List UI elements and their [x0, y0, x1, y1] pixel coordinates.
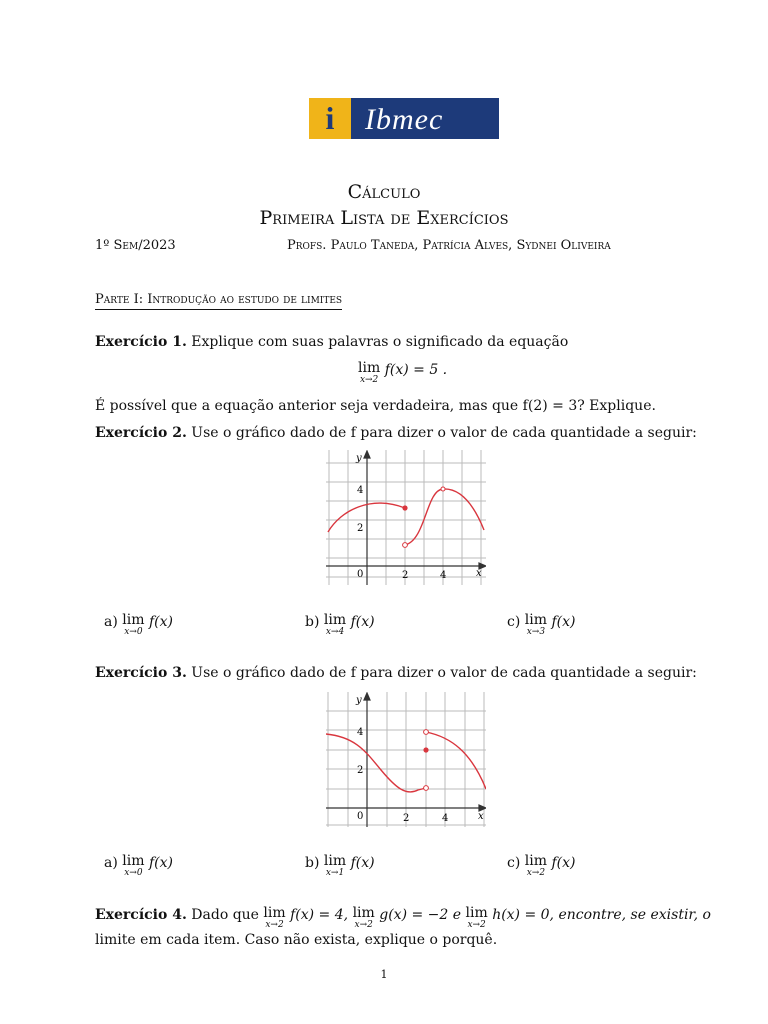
exercise-4-line-2: limite em cada item. Caso não exista, explique o porquê. [95, 932, 498, 948]
limit-subscript: x→2 [359, 375, 379, 385]
exercise-2 [95, 425, 697, 441]
exercise-2-item-c [507, 614, 575, 638]
limit-operator [324, 855, 346, 879]
item-letter: b) [305, 855, 320, 871]
professors: Profs. Paulo Taneda, Patrícia Alves, Sydnei Oliveira [287, 238, 611, 253]
y-axis-label: y [356, 695, 362, 706]
limit-expression: f(x) [551, 614, 576, 630]
exercise-3-text: Use o gráfico dado de f para dizer o valor de cada quantidade a seguir: [191, 665, 697, 681]
origin-label: 0 [357, 811, 364, 822]
item-letter: a) [104, 614, 118, 630]
limit-operator [263, 907, 285, 931]
limit-expression-h: h(x) = 0, encontre, se existir, o [492, 907, 711, 923]
x-tick-2: 2 [403, 813, 410, 824]
open-point [403, 543, 408, 548]
exercise-1-equation [358, 362, 447, 386]
exercise-3-label: Exercício 3. [95, 665, 187, 681]
logo-text: Ibmec [365, 103, 444, 136]
item-letter: a) [104, 855, 118, 871]
limit-subscript: x→3 [526, 627, 546, 637]
item-letter: b) [305, 614, 320, 630]
closed-point [423, 747, 428, 752]
list-title: Primeira Lista de Exercícios [259, 207, 509, 229]
limit-word: lim [263, 905, 286, 921]
semester: 1º Sem/2023 [95, 238, 176, 253]
limit-expression: f(x) [551, 855, 576, 871]
item-letter: c) [507, 614, 521, 630]
limit-expression-f: f(x) = 4, [290, 907, 349, 923]
limit-subscript: x→0 [124, 627, 143, 637]
limit-expression: f(x) [148, 614, 173, 630]
x-tick-4: 4 [442, 813, 449, 824]
course-title: Cálculo [347, 181, 421, 203]
x-tick-4: 4 [440, 570, 447, 581]
limit-expression-g: g(x) = −2 e [379, 907, 462, 923]
limit-word: lim [524, 853, 547, 869]
closed-point [402, 505, 407, 510]
y-tick-2: 2 [357, 765, 364, 776]
exercise-2-label: Exercício 2. [95, 425, 187, 441]
open-point-bottom [424, 786, 429, 791]
limit-operator [466, 907, 488, 931]
limit-word: lim [465, 905, 488, 921]
limit-expression: f(x) [350, 855, 375, 871]
y-tick-4: 4 [357, 485, 364, 496]
exercise-1 [95, 334, 568, 350]
limit-operator [525, 614, 547, 638]
limit-operator [122, 855, 144, 879]
curve-right-branch [426, 732, 486, 789]
limit-subscript: x→2 [265, 920, 284, 930]
origin-label: 0 [357, 569, 364, 580]
limit-subscript: x→0 [124, 868, 143, 878]
part-heading: Parte I: Introdução ao estudo de limites [95, 292, 342, 310]
limit-operator [358, 362, 380, 386]
limit-subscript: x→4 [325, 627, 345, 637]
x-tick-2: 2 [402, 570, 409, 581]
ibmec-logo [309, 98, 499, 139]
limit-word: lim [323, 853, 347, 869]
exercise-2-text: Use o gráfico dado de f para dizer o valor de cada quantidade a seguir: [191, 425, 697, 441]
curve-left-branch [326, 734, 426, 792]
limit-expression: f(x) [350, 614, 375, 630]
item-letter: c) [507, 855, 521, 871]
x-axis-label: x [476, 568, 482, 579]
exercise-1-label: Exercício 1. [95, 334, 187, 350]
exercise-2-graph [326, 450, 486, 585]
open-point-peak [441, 487, 445, 491]
exercise-4-label: Exercício 4. [95, 907, 187, 923]
curve-right-branch [405, 489, 484, 545]
limit-word: lim [358, 360, 381, 376]
grid [326, 692, 486, 827]
limit-operator [122, 614, 144, 638]
exercise-2-item-a [104, 614, 173, 638]
exercise-1-text: Explique com suas palavras o significado da equação [191, 334, 569, 350]
equation-rest: f(x) = 5 . [384, 362, 448, 378]
exercise-3-item-a [104, 855, 173, 879]
limit-subscript: x→2 [467, 920, 486, 930]
limit-word: lim [524, 612, 547, 628]
limit-word: lim [323, 612, 347, 628]
exercise-3-item-b [305, 855, 375, 879]
limit-subscript: x→2 [526, 868, 546, 878]
y-tick-4: 4 [357, 727, 364, 738]
limit-expression: f(x) [148, 855, 173, 871]
exercise-3 [95, 665, 697, 681]
exercise-4 [95, 907, 715, 931]
limit-subscript: x→2 [354, 920, 373, 930]
exercise-3-graph [326, 692, 486, 827]
exercise-4-intro: Dado que [191, 907, 259, 923]
page-number: 1 [380, 968, 388, 981]
grid [326, 450, 486, 585]
limit-operator [525, 855, 547, 879]
limit-operator [324, 614, 346, 638]
limit-word: lim [352, 905, 375, 921]
x-axis-label: x [478, 811, 484, 822]
exercise-1-question: É possível que a equação anterior seja verdadeira, mas que f(2) = 3? Explique. [95, 398, 656, 414]
limit-subscript: x→1 [325, 868, 345, 878]
y-tick-2: 2 [357, 523, 364, 534]
exercise-3-item-c [507, 855, 575, 879]
limit-operator [353, 907, 375, 931]
logo-mark: i [325, 100, 335, 136]
limit-word: lim [122, 853, 145, 869]
exercise-2-item-b [305, 614, 375, 638]
y-axis-label: y [356, 453, 362, 464]
open-point-top [424, 730, 429, 735]
limit-word: lim [122, 612, 145, 628]
